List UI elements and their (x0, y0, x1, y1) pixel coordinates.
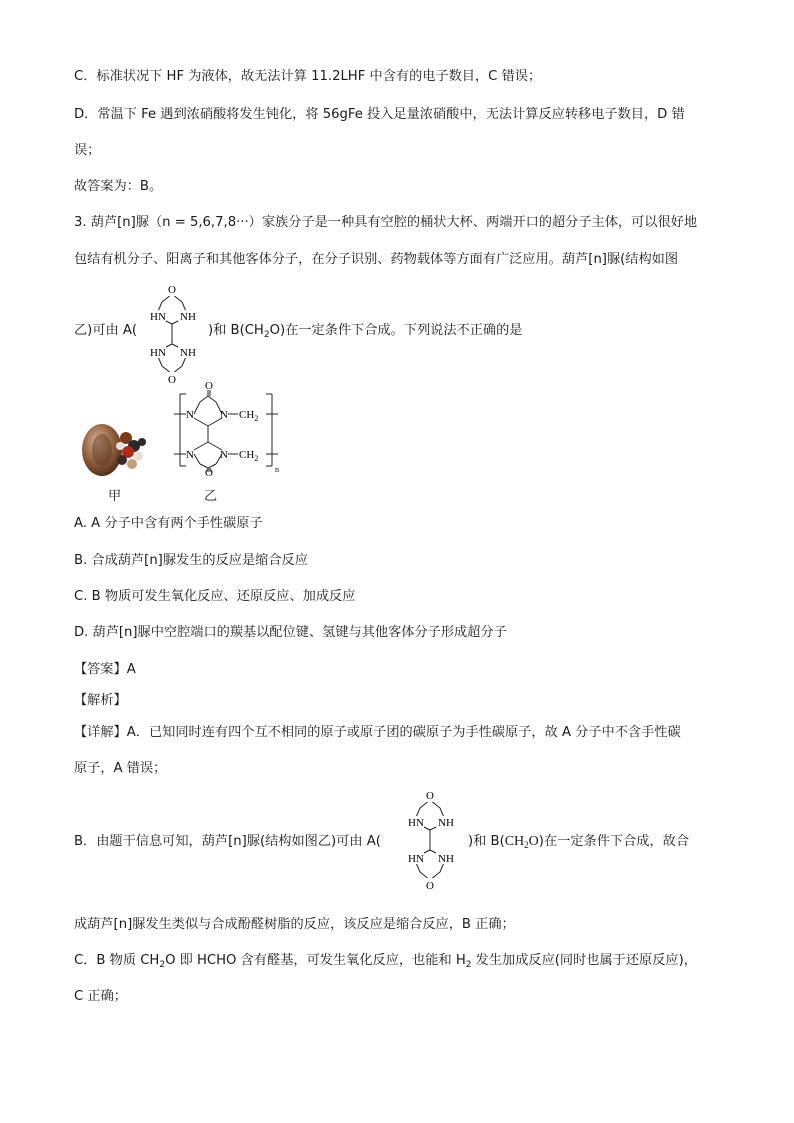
oxygen-label: O (205, 380, 213, 392)
hn-label: HN (408, 817, 424, 829)
answer-label: 【答案】 (74, 662, 127, 677)
q3-line3-subscript: 2 (263, 330, 270, 340)
option-c: C. B 物质可发生氧化反应、还原反应、加成反应 (74, 589, 356, 604)
detail-a-text: A．已知同时连有四个互不相同的原子或原子团的碳原子为手性碳原子，故 A 分子中不含手性碳 (126, 725, 681, 740)
detail-b-line1-rest (468, 833, 689, 854)
oxygen-label: O (426, 790, 434, 802)
n-label: N (186, 409, 194, 421)
detail-b-mid: )和 B( (468, 834, 505, 849)
nh-label: NH (180, 347, 196, 359)
nh-label: NH (438, 853, 454, 865)
answer-line (74, 661, 136, 679)
q3-line3-post: O)在一定条件下合成。下列说法不正确的是 (269, 323, 523, 338)
option-c-explanation: C．标准状况下 HF 为液体，故无法计算 11.2LHF 中含有的电子数目，C 错误； (74, 69, 542, 84)
previous-answer: 故答案为：B。 (74, 179, 163, 194)
option-d-explanation-line2: 误； (74, 143, 101, 158)
hn-label: HN (150, 311, 166, 323)
hn-label: HN (408, 853, 424, 865)
n-label: N (220, 449, 228, 461)
detail-label: 【详解】 (74, 725, 127, 740)
question-3-line1: 3. 葫芦[n]脲（n = 5,6,7,8···）家族分子是一种具有空腔的桶状大杯、两端开口的超分子主体，可以很好地 (74, 215, 698, 230)
oxygen-label: O (168, 284, 176, 296)
question-3-line2: 包结有机分子、阳离子和其他客体分子，在分子识别、药物载体等方面有广泛应用。葫芦[n]脲(结构如图 (74, 252, 679, 267)
detail-b-post: )在一定条件下合成，故合 (538, 834, 690, 849)
option-d-explanation-line1: D．常温下 Fe 遇到浓硝酸将发生钝化，将 56gFe 投入足量浓硝酸中，无法计算反应转移电子数目，D 错 (74, 107, 685, 122)
answer-value: A (126, 662, 136, 677)
nh-label: NH (438, 817, 454, 829)
hn-label: HN (150, 347, 166, 359)
question-3-line3-rest (208, 322, 522, 344)
ch2-label: $CH_2$ (239, 449, 259, 463)
q3-line3-mid: )和 B(CH (208, 323, 264, 338)
formaldehyde-formula: $CH_2O$ (504, 834, 539, 850)
q3-line3-pre-text: 乙)可由 A( (74, 323, 138, 338)
detail-c-line2: C 正确； (74, 989, 127, 1004)
repeat-n-label: n (275, 465, 279, 474)
molecule-a-glycoluril-explanation (392, 790, 468, 890)
n-label: N (186, 449, 194, 461)
ch2-label: $CH_2$ (239, 409, 259, 423)
nh-label: NH (180, 311, 196, 323)
n-label: N (220, 409, 228, 421)
oxygen-label: O (205, 467, 213, 476)
question-3-line3-prefix (74, 322, 137, 340)
cucurbituril-3d-model-image (74, 418, 154, 480)
analysis-label: 【解析】 (74, 693, 127, 708)
option-a: A. A 分子中含有两个手性碳原子 (74, 516, 263, 531)
detail-c-line1: C．B 物质 $CH_2O$ 即 HCHO 含有醛基，可发生氧化反应，也能和 $H_2$ 发生加成反应(同时也属于还原反应)， (74, 953, 697, 970)
figure-jia-label: 甲 (108, 489, 122, 504)
figure-yi-label: 乙 (204, 489, 218, 504)
detail-a-line1 (74, 724, 681, 742)
detail-b-line2: 成葫芦[n]脲发生类似与合成酚醛树脂的反应，该反应是缩合反应，B 正确； (74, 917, 515, 932)
molecule-a-glycoluril-question (134, 284, 210, 384)
detail-b-line1-prefix: B．由题干信息可知，葫芦[n]脲(结构如图乙)可由 A( (74, 834, 381, 849)
oxygen-label: O (168, 374, 176, 384)
option-d: D. 葫芦[n]脲中空腔端口的羰基以配位键、氢键与其他客体分子形成超分子 (74, 625, 507, 640)
detail-a-line2: 原子，A 错误； (74, 761, 167, 776)
cucurbituril-repeat-unit-structure (168, 380, 288, 476)
option-b: B. 合成葫芦[n]脲发生的反应是缩合反应 (74, 553, 308, 568)
oxygen-label: O (426, 880, 434, 890)
